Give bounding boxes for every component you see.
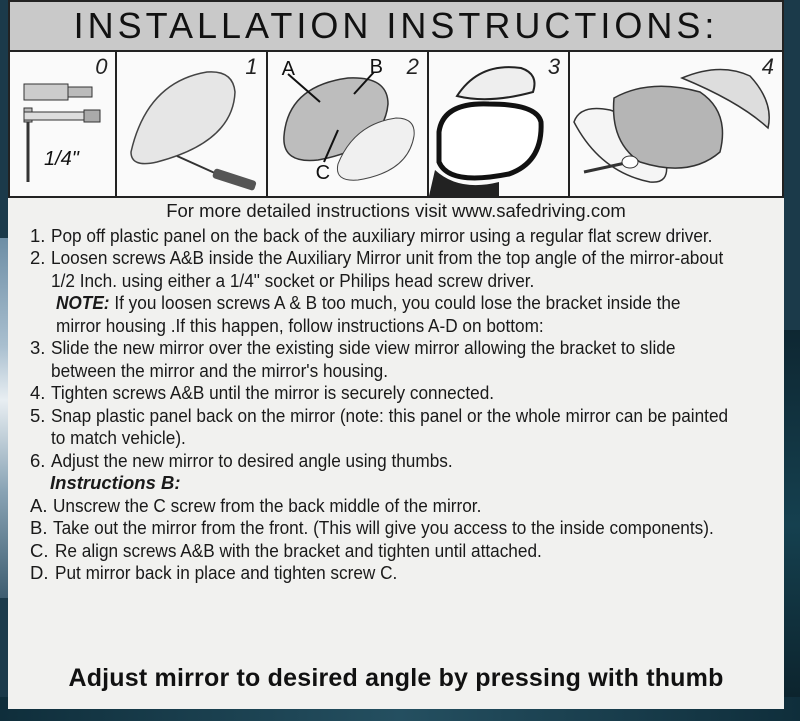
item-number: B. bbox=[30, 517, 48, 538]
item-text: Slide the new mirror over the existing side view mirror allowing the bracket to slide between the mirror and the mirror's housing. bbox=[51, 337, 676, 381]
item-text: Tighten screws A&B until the mirror is securely connected. bbox=[51, 382, 495, 403]
step-number: 4 bbox=[761, 54, 774, 79]
instruction-b-item bbox=[30, 495, 780, 518]
item-number: 6. bbox=[30, 449, 46, 471]
step-number: 3 bbox=[547, 54, 561, 79]
item-number: 3. bbox=[30, 337, 46, 358]
background-right-scenery bbox=[782, 330, 800, 721]
step-number: 2 bbox=[406, 54, 419, 79]
step-4-panel bbox=[570, 52, 782, 196]
step-number: 0 bbox=[95, 54, 108, 79]
instruction-item bbox=[30, 405, 780, 450]
mirror-assembly-illustration bbox=[570, 52, 781, 196]
footer-tagline: Adjust mirror to desired angle by pressing with thumb bbox=[68, 664, 724, 692]
item-number: D. bbox=[30, 562, 49, 583]
item-text: Loosen screws A&B inside the Auxiliary Mirror unit from the top angle of the mirror-about 1/2 Inch. using either a 1/4" socket or Philips head screw driver. bbox=[51, 247, 724, 291]
instruction-item bbox=[30, 337, 780, 382]
instruction-card bbox=[8, 0, 784, 709]
item-text: Unscrew the C screw from the back middle of the mirror. bbox=[53, 494, 482, 516]
website-line: For more detailed instructions visit www.safedriving.com bbox=[166, 200, 626, 221]
instruction-b-item bbox=[30, 517, 780, 540]
instructions-b-heading: Instructions B: bbox=[50, 472, 181, 493]
item-text: Adjust the new mirror to desired angle using thumbs. bbox=[51, 449, 454, 471]
item-number: 1. bbox=[30, 224, 46, 246]
item-text: Re align screws A&B with the bracket and tighten until attached. bbox=[54, 539, 542, 561]
item-number: C. bbox=[30, 539, 49, 561]
callout-a: A bbox=[281, 58, 296, 80]
note-label: NOTE: bbox=[56, 292, 110, 313]
instruction-b-item bbox=[30, 540, 780, 563]
instruction-item bbox=[30, 247, 780, 292]
note-text: If you loosen screws A & B too much, you could lose the bracket inside the mirror housing .If this happen, follow instructions A-D on bottom: bbox=[56, 292, 681, 336]
step-illustrations bbox=[8, 52, 784, 198]
step-2-panel bbox=[268, 52, 429, 196]
instruction-item bbox=[30, 450, 780, 473]
note-block bbox=[30, 292, 780, 337]
step-0-panel bbox=[10, 52, 117, 196]
socket-tools-illustration bbox=[10, 52, 116, 196]
item-text: Put mirror back in place and tighten screw C. bbox=[54, 562, 397, 583]
mirror-panel-illustration bbox=[117, 52, 266, 196]
instruction-body bbox=[30, 200, 780, 585]
item-number: 2. bbox=[30, 247, 46, 268]
instruction-item bbox=[30, 382, 780, 405]
instruction-item bbox=[30, 225, 780, 248]
item-text: Take out the mirror from the front. (This will give you access to the inside components). bbox=[53, 517, 715, 538]
item-number: 4. bbox=[30, 382, 46, 403]
item-text: Snap plastic panel back on the mirror (note: this panel or the whole mirror can be painted to match vehicle). bbox=[51, 404, 729, 448]
step-number: 1 bbox=[245, 54, 258, 79]
item-text: Pop off plastic panel on the back of the auxiliary mirror using a regular flat screw driver. bbox=[51, 224, 713, 246]
header-banner bbox=[8, 0, 784, 52]
callout-b: B bbox=[369, 56, 384, 78]
step-3-panel bbox=[429, 52, 570, 196]
callout-c: C bbox=[315, 162, 331, 184]
item-number: A. bbox=[30, 494, 48, 516]
socket-size-label: 1/4" bbox=[44, 148, 79, 170]
instruction-b-item bbox=[30, 562, 780, 585]
item-number: 5. bbox=[30, 404, 46, 426]
side-mirror-illustration bbox=[429, 52, 569, 196]
page-title: INSTALLATION INSTRUCTIONS: bbox=[73, 5, 719, 46]
step-1-panel bbox=[117, 52, 267, 196]
